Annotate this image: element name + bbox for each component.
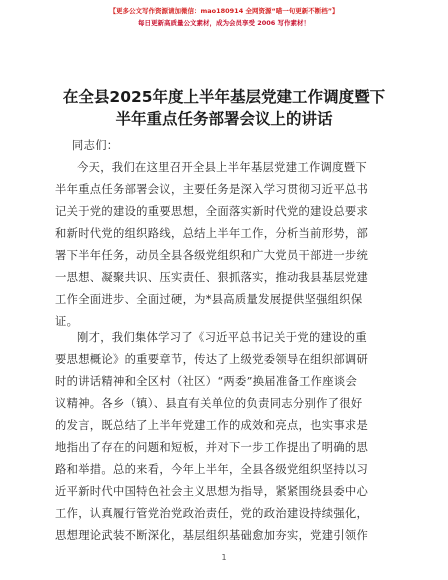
paragraph-line: 署下半年任务，动员全县各级党组织和广大党员干部进一步统	[55, 249, 369, 262]
page-number: 1	[221, 553, 227, 562]
paragraph-line: 一思想、凝聚共识、压实责任、狠抓落实，推动我县基层党建	[55, 271, 369, 284]
paragraph-line: 近平新时代中国特色社会主义思想为指导，紧紧围绕县委中心	[55, 485, 369, 498]
paragraph-line: 路和举措。总的来看，今年上半年，全县各级党组织坚持以习	[55, 463, 369, 476]
paragraph-line: 半年重点任务部署会议，主要任务是深入学习贯彻习近平总书	[55, 183, 369, 196]
paragraph-line: 刚才，我们集体学习了《习近平总书记关于党的建设的重	[77, 331, 367, 344]
paragraph-line: 要思想概论》的重要章节，传达了上级党委领导在组织部调研	[55, 353, 369, 366]
promo-banner-line-2: 每日更新高质量公文素材，成为会员享受 2006 写作素材！	[137, 19, 311, 27]
paragraph-line: 和新时代党的组织路线，总结上半年工作，分析当前形势，部	[55, 227, 369, 240]
promo-banner-line-1: 【更多公文写作资源请加微信：mao180914 全网资源“喵一句更新不断档”】	[109, 7, 339, 15]
paragraph-line: 今天，我们在这里召开全县上半年基层党建工作调度暨下	[77, 161, 367, 174]
paragraph-line: 思想理论武装不断深化，基层组织基础愈加夯实，党建引领作	[55, 529, 369, 542]
title-line-2: 半年重点任务部署会议上的讲话	[115, 110, 333, 128]
title-line-1: 在全县2025年度上半年基层党建工作调度暨下	[62, 88, 386, 106]
paragraph-line: 时的讲话精神和全区村（社区）“两委”换届准备工作座谈会	[55, 375, 358, 388]
paragraph-2	[55, 327, 398, 547]
paragraph-line: 的发言，既总结了上半年党建工作的成效和亮点，也实事求是	[55, 419, 369, 432]
document-title	[30, 86, 418, 130]
paragraph-line: 记关于党的建设的重要思想，全面落实新时代党的建设总要求	[55, 205, 369, 218]
paragraph-line: 证。	[55, 315, 79, 328]
paragraph-line: 议精神。各乡（镇）、县直有关单位的负责同志分别作了很好	[55, 397, 363, 410]
paragraph-line: 地指出了存在的问题和短板，并对下一步工作提出了明确的思	[55, 441, 369, 454]
paragraph-line: 工作全面进步、全面过硬，为*县高质量发展提供坚强组织保	[55, 293, 363, 306]
paragraph-line: 工作，认真履行管党治党政治责任，党的政治建设持续强化，	[55, 507, 369, 520]
greeting: 同志们：	[72, 139, 119, 152]
paragraph-1	[55, 157, 398, 333]
